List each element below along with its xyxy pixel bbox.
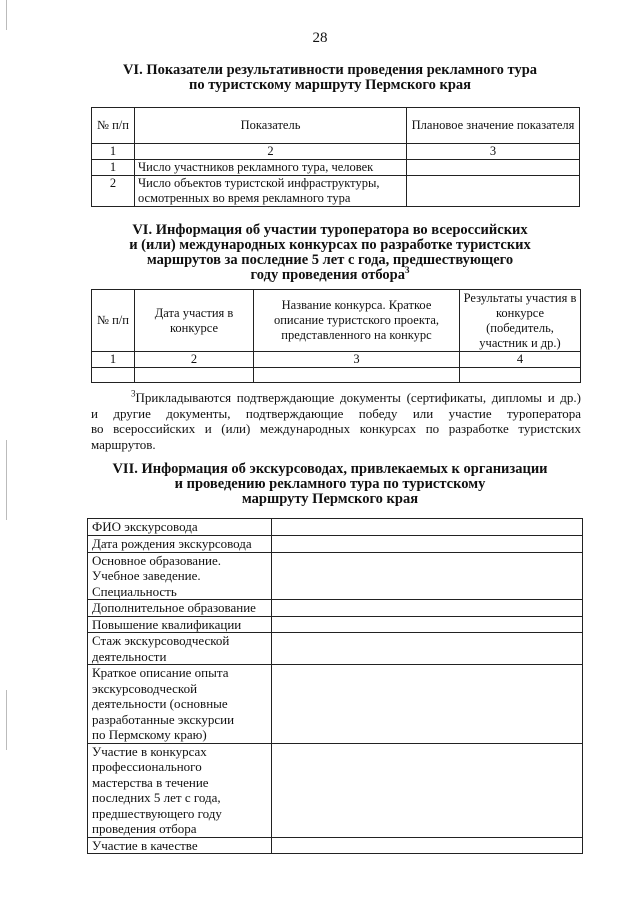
table-row <box>92 176 580 207</box>
field-label: Дополнительное образование <box>88 600 272 617</box>
performance-table <box>91 107 580 207</box>
table-row <box>88 600 583 617</box>
field-value <box>272 633 583 665</box>
value-cell <box>407 160 580 176</box>
table-row <box>88 519 583 536</box>
field-value <box>272 743 583 837</box>
section2-heading: VI. Информация об участии туроператора во всероссийских и (или) международных конкурсах по разработке туристских маршрутов за последние 5 лет с года, предшествующего году проведения отбора$^3$ <box>129 222 531 283</box>
empty-cell <box>460 368 581 383</box>
indicator-cell: Число объектов туристской инфраструктуры, осмотренных во время рекламного тура <box>135 176 407 207</box>
index-cell: 2 <box>135 352 254 368</box>
field-value <box>272 536 583 553</box>
field-label: ФИО экскурсовода <box>88 519 272 536</box>
table-row <box>88 552 583 600</box>
index-cell: 1 <box>92 144 135 160</box>
field-value <box>272 616 583 633</box>
col-header-date: Дата участия в конкурсе <box>135 290 254 352</box>
field-value <box>272 600 583 617</box>
field-label: Краткое описание опыта экскурсоводческой деятельности (основные разработанные экскурсии по Пермскому краю) <box>88 665 272 744</box>
field-label: Основное образование. Учебное заведение. Специальность <box>88 552 272 600</box>
footnote-mark: 3 <box>131 388 136 399</box>
table-row <box>88 837 583 854</box>
page-number: 28 <box>312 30 328 46</box>
section1-heading: VI. Показатели результативности проведения рекламного тура по туристскому маршруту Пермского края <box>122 62 538 93</box>
col-header-planned-value: Плановое значение показателя <box>407 108 580 144</box>
field-value <box>272 837 583 854</box>
index-cell: 4 <box>460 352 581 368</box>
field-value <box>272 552 583 600</box>
index-cell: 1 <box>92 352 135 368</box>
footnote-ref: 3 <box>404 265 410 276</box>
table-row <box>88 633 583 665</box>
scan-edge-mark <box>6 0 7 30</box>
field-label: Участие в конкурсах профессионального мастерства в течение последних 5 лет с года, предшествующего году проведения отбора <box>88 743 272 837</box>
row-number: 1 <box>92 160 135 176</box>
col-header-number: № п/п <box>92 290 135 352</box>
field-label: Участие в качестве <box>88 837 272 854</box>
guides-table <box>87 518 583 854</box>
table-row <box>88 616 583 633</box>
field-value <box>272 665 583 744</box>
row-number: 2 <box>92 176 135 207</box>
footnote: $^3$Прикладываются подтверждающие документы (сертификаты, дипломы и др.) и другие документы, подтверждающие победу или участие туроператора во всероссийских и (или) международных конкурсах по разработке туристских маршрутов. <box>91 388 581 452</box>
empty-cell <box>254 368 460 383</box>
field-label: Стаж экскурсоводческой деятельности <box>88 633 272 665</box>
scan-edge-mark <box>6 690 7 750</box>
table-row <box>88 743 583 837</box>
index-cell: 3 <box>254 352 460 368</box>
col-header-number: № п/п <box>92 108 135 144</box>
table-row <box>92 160 580 176</box>
scan-edge-mark <box>6 440 7 520</box>
section3-heading: VII. Информация об экскурсоводах, привлекаемых к организации и проведению рекламного тура по туристскому маршруту Пермского края <box>112 461 548 507</box>
indicator-cell: Число участников рекламного тура, человек <box>135 160 407 176</box>
field-value <box>272 519 583 536</box>
contests-table <box>91 289 581 383</box>
col-header-results: Результаты участия в конкурсе (победитель, участник и др.) <box>460 290 581 352</box>
field-label: Дата рождения экскурсовода <box>88 536 272 553</box>
table-row <box>88 665 583 744</box>
empty-cell <box>92 368 135 383</box>
value-cell <box>407 176 580 207</box>
field-label: Повышение квалификации <box>88 616 272 633</box>
table-row <box>92 368 581 383</box>
empty-cell <box>135 368 254 383</box>
col-header-contest: Название конкурса. Краткое описание туристского проекта, представленного на конкурс <box>254 290 460 352</box>
table-row <box>88 536 583 553</box>
index-cell: 3 <box>407 144 580 160</box>
col-header-indicator: Показатель <box>135 108 407 144</box>
index-cell: 2 <box>135 144 407 160</box>
